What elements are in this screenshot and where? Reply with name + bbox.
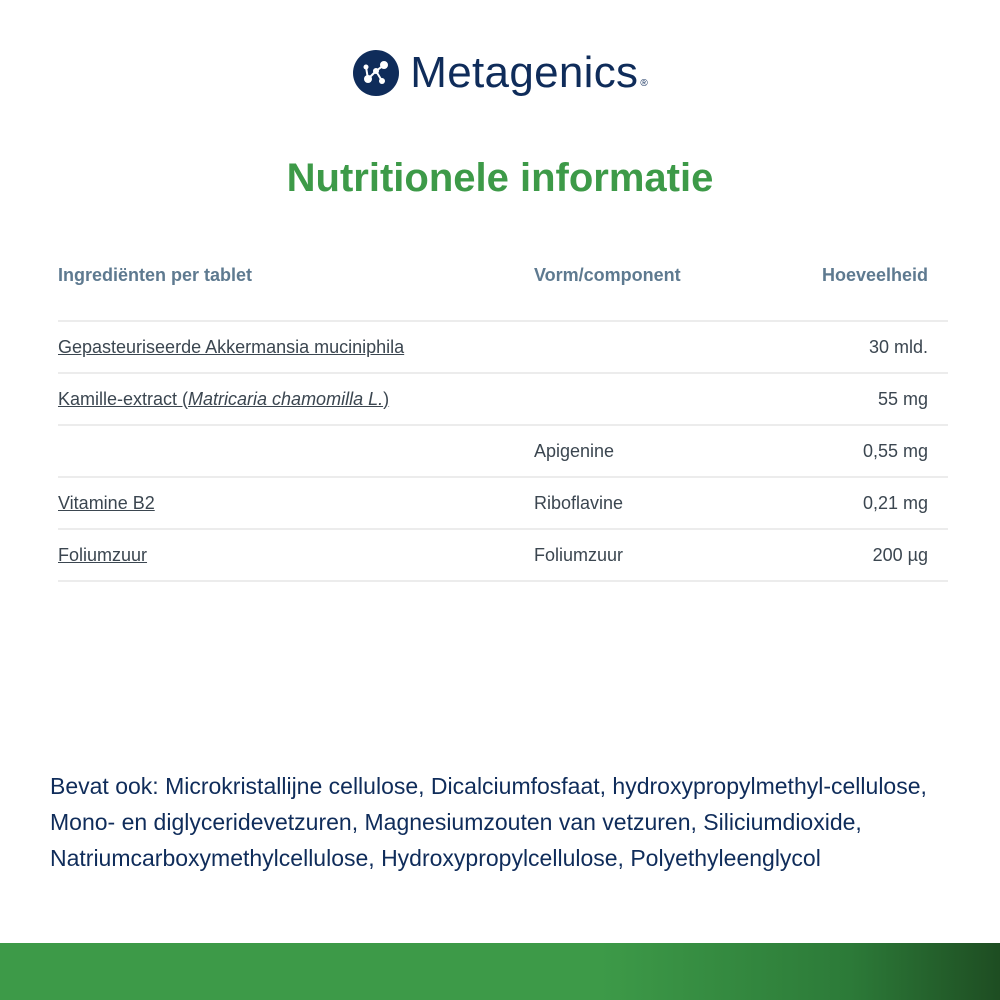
form-cell bbox=[534, 373, 761, 425]
amount-cell: 200 µg bbox=[761, 529, 948, 581]
ingredient-link[interactable]: Vitamine B2 bbox=[58, 492, 155, 513]
form-cell: Foliumzuur bbox=[534, 529, 761, 581]
nutrition-table bbox=[58, 246, 948, 582]
registered-mark: ® bbox=[640, 77, 648, 89]
molecule-icon bbox=[352, 49, 400, 97]
ingredient-cell bbox=[58, 425, 534, 477]
table-row bbox=[58, 425, 948, 477]
page-title: Nutritionele informatie bbox=[286, 156, 714, 200]
header-ingredients: Ingrediënten per tablet bbox=[58, 246, 534, 321]
also-contains-text: Bevat ook: Microkristallijne cellulose, Dicalciumfosfaat, hydroxypropylmethyl-cellulose, Mono- en diglyceridevetzuren, Magnesiumzouten van vetzuren, Siliciumdioxide, Natriumcarboxymethylcellulose, Hydroxypropylcellulose, Polyethyleenglycol bbox=[50, 773, 927, 871]
header-form: Vorm/component bbox=[534, 246, 761, 321]
ingredient-link[interactable]: Gepasteuriseerde Akkermansia muciniphila bbox=[58, 336, 405, 357]
form-cell bbox=[534, 321, 761, 373]
amount-cell: 30 mld. bbox=[761, 321, 948, 373]
amount-cell: 55 mg bbox=[761, 373, 948, 425]
form-cell: Apigenine bbox=[534, 425, 761, 477]
brand-logo bbox=[0, 48, 1000, 98]
footer-bar bbox=[0, 943, 1000, 1000]
amount-cell: 0,21 mg bbox=[761, 477, 948, 529]
ingredient-link[interactable]: Foliumzuur bbox=[58, 544, 148, 565]
ingredient-prefix: Kamille-extract ( bbox=[58, 388, 189, 409]
table-row bbox=[58, 321, 948, 373]
amount-cell: 0,55 mg bbox=[761, 425, 948, 477]
ingredient-suffix: ) bbox=[383, 388, 390, 409]
ingredient-latin-name: Matricaria chamomilla L. bbox=[188, 388, 384, 409]
header-amount: Hoeveelheid bbox=[761, 246, 948, 321]
form-cell: Riboflavine bbox=[534, 477, 761, 529]
table-header-row bbox=[58, 246, 948, 321]
table-row bbox=[58, 529, 948, 581]
brand-name: Metagenics bbox=[410, 48, 639, 97]
table-row bbox=[58, 373, 948, 425]
ingredient-link[interactable] bbox=[58, 389, 389, 409]
table-row bbox=[58, 477, 948, 529]
